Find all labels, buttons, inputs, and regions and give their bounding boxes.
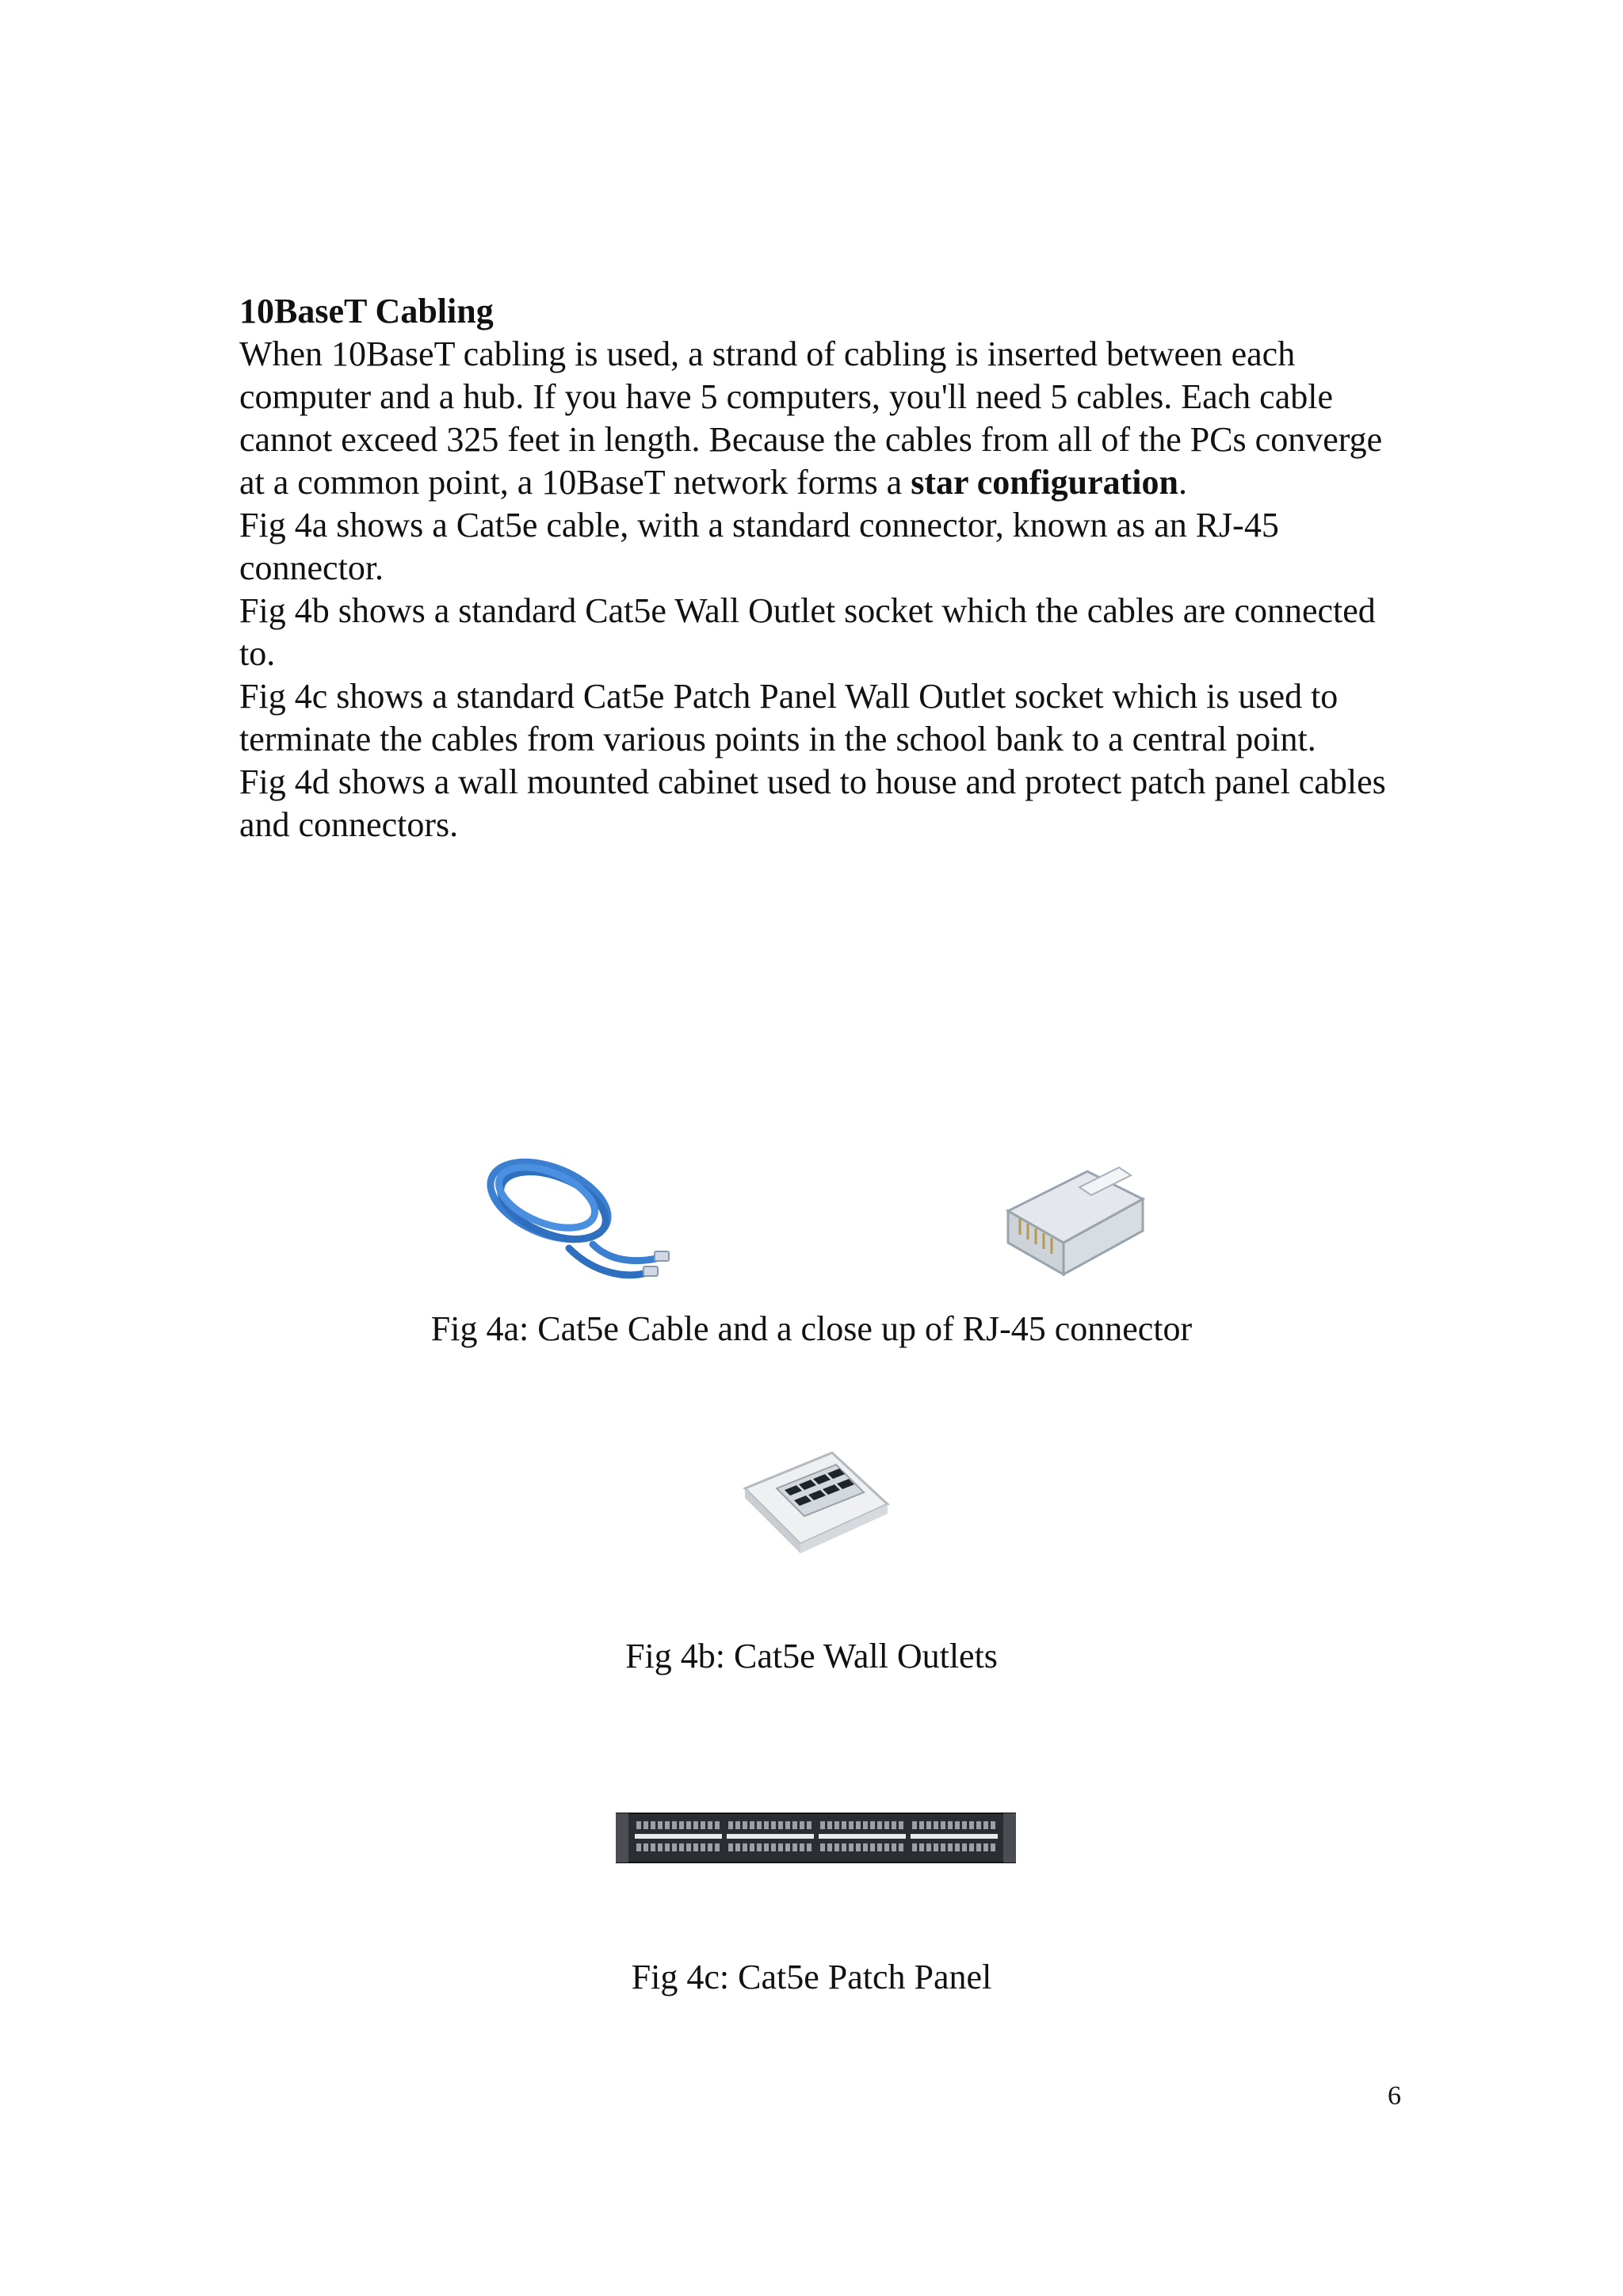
patch-panel-port [863,1843,868,1851]
fig4c-caption: Fig 4c: Cat5e Patch Panel [631,1958,992,1996]
body-text [239,290,1396,846]
patch-panel-port [976,1843,981,1851]
fig4a-description: Fig 4a shows a Cat5e cable, with a standard connector, known as an RJ-45 connector. [239,506,1279,587]
patch-panel-port [807,1821,812,1829]
patch-panel-port [849,1843,854,1851]
patch-panel-port [778,1821,783,1829]
patch-panel-port [750,1821,754,1829]
patch-panel-port [665,1821,670,1829]
patch-panel-port [827,1821,832,1829]
patch-panel-port [651,1821,655,1829]
patch-panel-port [701,1843,705,1851]
patch-panel-port [792,1843,797,1851]
patch-panel-port [800,1843,804,1851]
patch-panel-port [693,1821,698,1829]
patch-panel-port [686,1821,691,1829]
patch-panel-port [715,1843,720,1851]
patch-panel-port [757,1843,762,1851]
patch-panel-port [856,1821,861,1829]
patch-panel-port [771,1843,776,1851]
patch-panel-port [863,1821,868,1829]
patch-panel-port [807,1843,812,1851]
section-heading: 10BaseT Cabling [239,292,494,330]
patch-panel-port [672,1821,677,1829]
patch-panel-port [743,1821,747,1829]
patch-panel-port [686,1843,691,1851]
patch-panel-port [877,1843,882,1851]
patch-panel-port [983,1821,988,1829]
patch-panel-port [792,1821,797,1829]
patch-panel-port [785,1843,790,1851]
patch-panel-port [948,1821,953,1829]
patch-panel-port [679,1821,684,1829]
star-configuration-term: star configuration [911,463,1178,502]
patch-panel-port [679,1843,684,1851]
patch-panel-port [834,1843,839,1851]
paragraph-star-configuration [239,333,1396,504]
patch-panel-port [934,1821,938,1829]
patch-panel-port [849,1821,854,1829]
patch-panel-port [708,1843,712,1851]
patch-panel-port [899,1821,903,1829]
patch-panel-port [969,1821,974,1829]
patch-panel-port [820,1843,825,1851]
patch-panel-port [665,1843,670,1851]
patch-panel-port [842,1821,846,1829]
patch-panel-port [708,1821,712,1829]
patch-panel-port [926,1843,931,1851]
patch-panel-port [892,1821,896,1829]
patch-panel-port [912,1821,917,1829]
patch-panel-port [892,1843,896,1851]
patch-panel-port [941,1843,945,1851]
patch-panel-port [884,1843,889,1851]
patch-panel-port [643,1843,648,1851]
patch-panel-port [728,1821,733,1829]
patch-panel-port [735,1821,740,1829]
patch-panel-port [636,1843,641,1851]
patch-panel-port [743,1843,747,1851]
patch-panel-port [912,1843,917,1851]
patch-panel-port [834,1821,839,1829]
patch-panel-port [955,1843,960,1851]
patch-panel-port [983,1843,988,1851]
patch-panel-port [820,1821,825,1829]
patch-panel-port [991,1843,995,1851]
rj45-connector-icon [992,1156,1151,1282]
patch-panel-port [643,1821,648,1829]
patch-panel-port [962,1821,967,1829]
patch-panel-port [750,1843,754,1851]
patch-panel-port [778,1843,783,1851]
patch-panel-port [800,1821,804,1829]
patch-panel-port [969,1843,974,1851]
fig4c-description: Fig 4c shows a standard Cat5e Patch Panel Wall Outlet socket which is used to terminate the cables from various points in the school bank to a central point. [239,677,1338,758]
fig4b-description: Fig 4b shows a standard Cat5e Wall Outlet socket which the cables are connected to. [239,591,1376,673]
patch-panel-icon [616,1810,1016,1866]
patch-panel-port [948,1843,953,1851]
patch-panel-port [672,1843,677,1851]
patch-panel-port [934,1843,938,1851]
patch-panel-port [771,1821,776,1829]
patch-panel-port [693,1843,698,1851]
patch-panel-port [785,1821,790,1829]
patch-panel-port [728,1843,733,1851]
page-number: 6 [1388,2081,1401,2111]
patch-panel-port [991,1821,995,1829]
patch-panel-port [658,1843,663,1851]
patch-panel-port [715,1821,720,1829]
patch-panel-port [651,1843,655,1851]
patch-panel-port [842,1843,846,1851]
patch-panel-port [919,1843,924,1851]
fig4d-description: Fig 4d shows a wall mounted cabinet used to house and protect patch panel cables and connectors. [239,762,1386,844]
wall-outlet-icon [737,1449,896,1560]
patch-panel-port [636,1821,641,1829]
patch-panel-port [856,1843,861,1851]
patch-panel-port [757,1821,762,1829]
patch-panel-port [919,1821,924,1829]
patch-panel-port [764,1821,769,1829]
patch-panel-port [884,1821,889,1829]
patch-panel-port [962,1843,967,1851]
patch-panel-port [870,1821,875,1829]
paragraph-end: . [1178,463,1187,502]
patch-panel-port [976,1821,981,1829]
patch-panel-port [658,1821,663,1829]
patch-panel-port [941,1821,945,1829]
fig4a-caption: Fig 4a: Cat5e Cable and a close up of RJ-45 connector [430,1309,1193,1348]
cat5e-cable-icon [474,1153,680,1288]
patch-panel-port [877,1821,882,1829]
patch-panel-port [735,1843,740,1851]
patch-panel-port [955,1821,960,1829]
patch-panel-port [870,1843,875,1851]
patch-panel-port [701,1821,705,1829]
patch-panel-port [764,1843,769,1851]
patch-panel-port [899,1843,903,1851]
patch-panel-port [926,1821,931,1829]
patch-panel-port [827,1843,832,1851]
paragraph-text: When 10BaseT cabling is used, a strand of cabling is inserted between each computer and a hub. If you have 5 computers, you'll need 5 cables. Each cable cannot exceed 325 feet in length. Because the cables from all of the PCs converge at a common point, a 10BaseT network forms a [239,334,1383,502]
fig4b-caption: Fig 4b: Cat5e Wall Outlets [625,1637,998,1675]
